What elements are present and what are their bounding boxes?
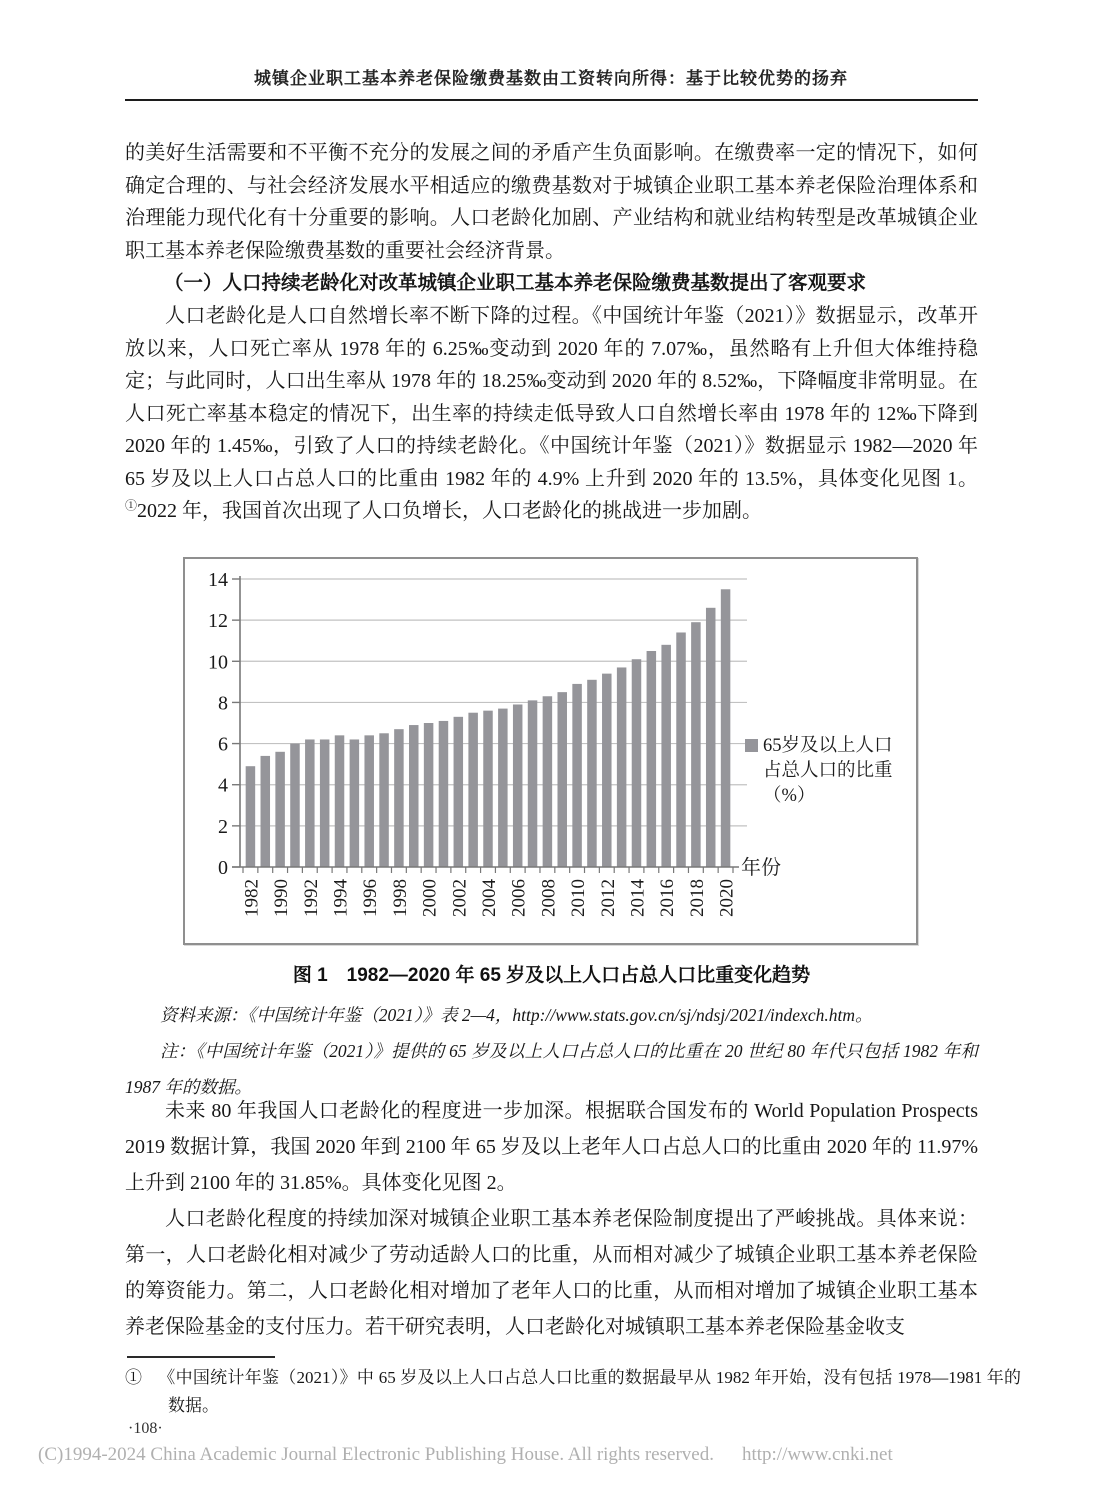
footer-copyright-text: (C)1994-2024 China Academic Journal Electronic Publishing House. All rights reserved. (38, 1444, 714, 1465)
svg-text:14: 14 (208, 569, 228, 591)
svg-text:1982: 1982 (241, 879, 263, 917)
svg-text:1998: 1998 (389, 879, 411, 917)
figure1-chart-box (183, 557, 918, 945)
svg-text:2012: 2012 (597, 879, 619, 917)
svg-text:2004: 2004 (479, 879, 500, 917)
svg-text:2014: 2014 (627, 879, 649, 917)
header-rule (125, 99, 978, 101)
footnote-1-marker: ① (125, 1368, 143, 1387)
svg-text:2018: 2018 (686, 879, 708, 917)
figure1-bar-chart (185, 559, 916, 943)
footer-copyright (38, 1444, 1088, 1466)
svg-text:2020: 2020 (716, 879, 738, 917)
running-title: 城镇企业职工基本养老保险缴费基数由工资转向所得：基于比较优势的扬弃 (254, 69, 848, 88)
svg-text:6: 6 (218, 733, 228, 756)
svg-text:65岁及以上人口: 65岁及以上人口 (763, 736, 893, 756)
section-heading-1: （一）人口持续老龄化对改革城镇企业职工基本养老保险缴费基数提出了客观要求 (164, 272, 867, 294)
svg-text:2002: 2002 (449, 879, 471, 917)
svg-text:8: 8 (218, 692, 228, 715)
svg-text:年份: 年份 (741, 857, 781, 879)
svg-text:0: 0 (218, 857, 228, 879)
figure1-note-text: 注：《中国统计年鉴（2021）》提供的 65 岁及以上人口占总人口的比重在 20 世纪 80 年代只包括 1982 年和 1987 年的数据。 (125, 1041, 978, 1097)
svg-text:（%）: （%） (763, 786, 816, 806)
svg-text:1992: 1992 (300, 879, 322, 917)
svg-text:2016: 2016 (657, 879, 679, 917)
svg-text:占总人口的比重: 占总人口的比重 (763, 761, 893, 781)
paragraph-1: 的美好生活需要和不平衡不充分的发展之间的矛盾产生负面影响。在缴费率一定的情况下，如何确定合理的、与社会经济发展水平相适应的缴费基数对于城镇企业职工基本养老保险治理体系和治理能力现代化有十分重要的影响。人口老龄化加剧、产业结构和就业结构转型是改革城镇企业职工基本养老保险缴费基数的重要社会经济背景。 (125, 142, 978, 262)
paragraph-2-text-cont: 2022 年，我国首次出现了人口负增长，人口老龄化的挑战进一步加剧。 (137, 500, 763, 522)
footnote-1-text: 《中国统计年鉴（2021）》中 65 岁及以上人口占总人口比重的数据最早从 1982 年开始，没有包括 1978—1981 年的数据。 (158, 1368, 1022, 1415)
svg-text:2006: 2006 (508, 879, 530, 917)
footnote-1 (125, 1364, 1021, 1420)
page-number: ·108· (128, 1420, 163, 1437)
figure1-source: 资料来源：《中国统计年鉴（2021）》表 2—4，http://www.stats.gov.cn/sj/ndsj/2021/indexch.htm。 (160, 1005, 873, 1025)
svg-text:10: 10 (208, 651, 228, 674)
svg-text:1994: 1994 (330, 879, 352, 917)
footer-url: http://www.cnki.net (741, 1444, 893, 1465)
svg-text:4: 4 (218, 774, 228, 797)
svg-text:2008: 2008 (538, 879, 560, 917)
svg-text:1990: 1990 (271, 879, 293, 917)
svg-text:2000: 2000 (419, 879, 441, 917)
footnote-rule (127, 1356, 275, 1358)
paragraph-4: 人口老龄化程度的持续加深对城镇企业职工基本养老保险制度提出了严峻挑战。具体来说：第一，人口老龄化相对减少了劳动适龄人口的比重，从而相对减少了城镇企业职工基本养老保险的筹资能力。第二，人口老龄化相对增加了老年人口的比重，从而相对增加了城镇企业职工基本养老保险基金的支付压力。若干研究表明，人口老龄化对城镇职工基本养老保险基金收支 (125, 1208, 978, 1338)
svg-text:2: 2 (218, 815, 228, 838)
svg-text:1996: 1996 (360, 879, 382, 917)
svg-text:2010: 2010 (568, 879, 590, 917)
paragraph-2 (125, 300, 978, 528)
svg-text:12: 12 (208, 610, 228, 633)
paragraph-2-text: 人口老龄化是人口自然增长率不断下降的过程。《中国统计年鉴（2021）》数据显示，改革开放以来，人口死亡率从 1978 年的 6.25‰变动到 2020 年的 7.07‰，虽然略有上升但大体维持稳定；与此同时，人口出生率从 1978 年的 18.25‰变动到 2020 年的 8.52‰，下降幅度非常明显。在人口死亡率基本稳定的情况下，出生率的持续走低导致人口自然增长率由 1978 年的 12‰下降到 2020 年的 1.45‰，引致了人口的持续老龄化。《中国统计年鉴（2021）》数据显示 1982—2020 年 65 岁及以上人口占总人口的比重由 1982 年的 4.9% 上升到 2020 年的 13.5%，具体变化见图 1。 (125, 305, 978, 490)
figure1-caption: 图 1 1982—2020 年 65 岁及以上人口占总人口比重变化趋势 (292, 965, 811, 986)
footnote-reference-1: ① (125, 498, 138, 513)
paragraph-3: 未来 80 年我国人口老龄化的程度进一步加深。根据联合国发布的 World Population Prospects 2019 数据计算，我国 2020 年到 2100 年 65 岁及以上老年人口占总人口的比重由 2020 年的 11.97% 上升到 2100 年的 31.85%。具体变化见图 2。 (125, 1100, 978, 1194)
